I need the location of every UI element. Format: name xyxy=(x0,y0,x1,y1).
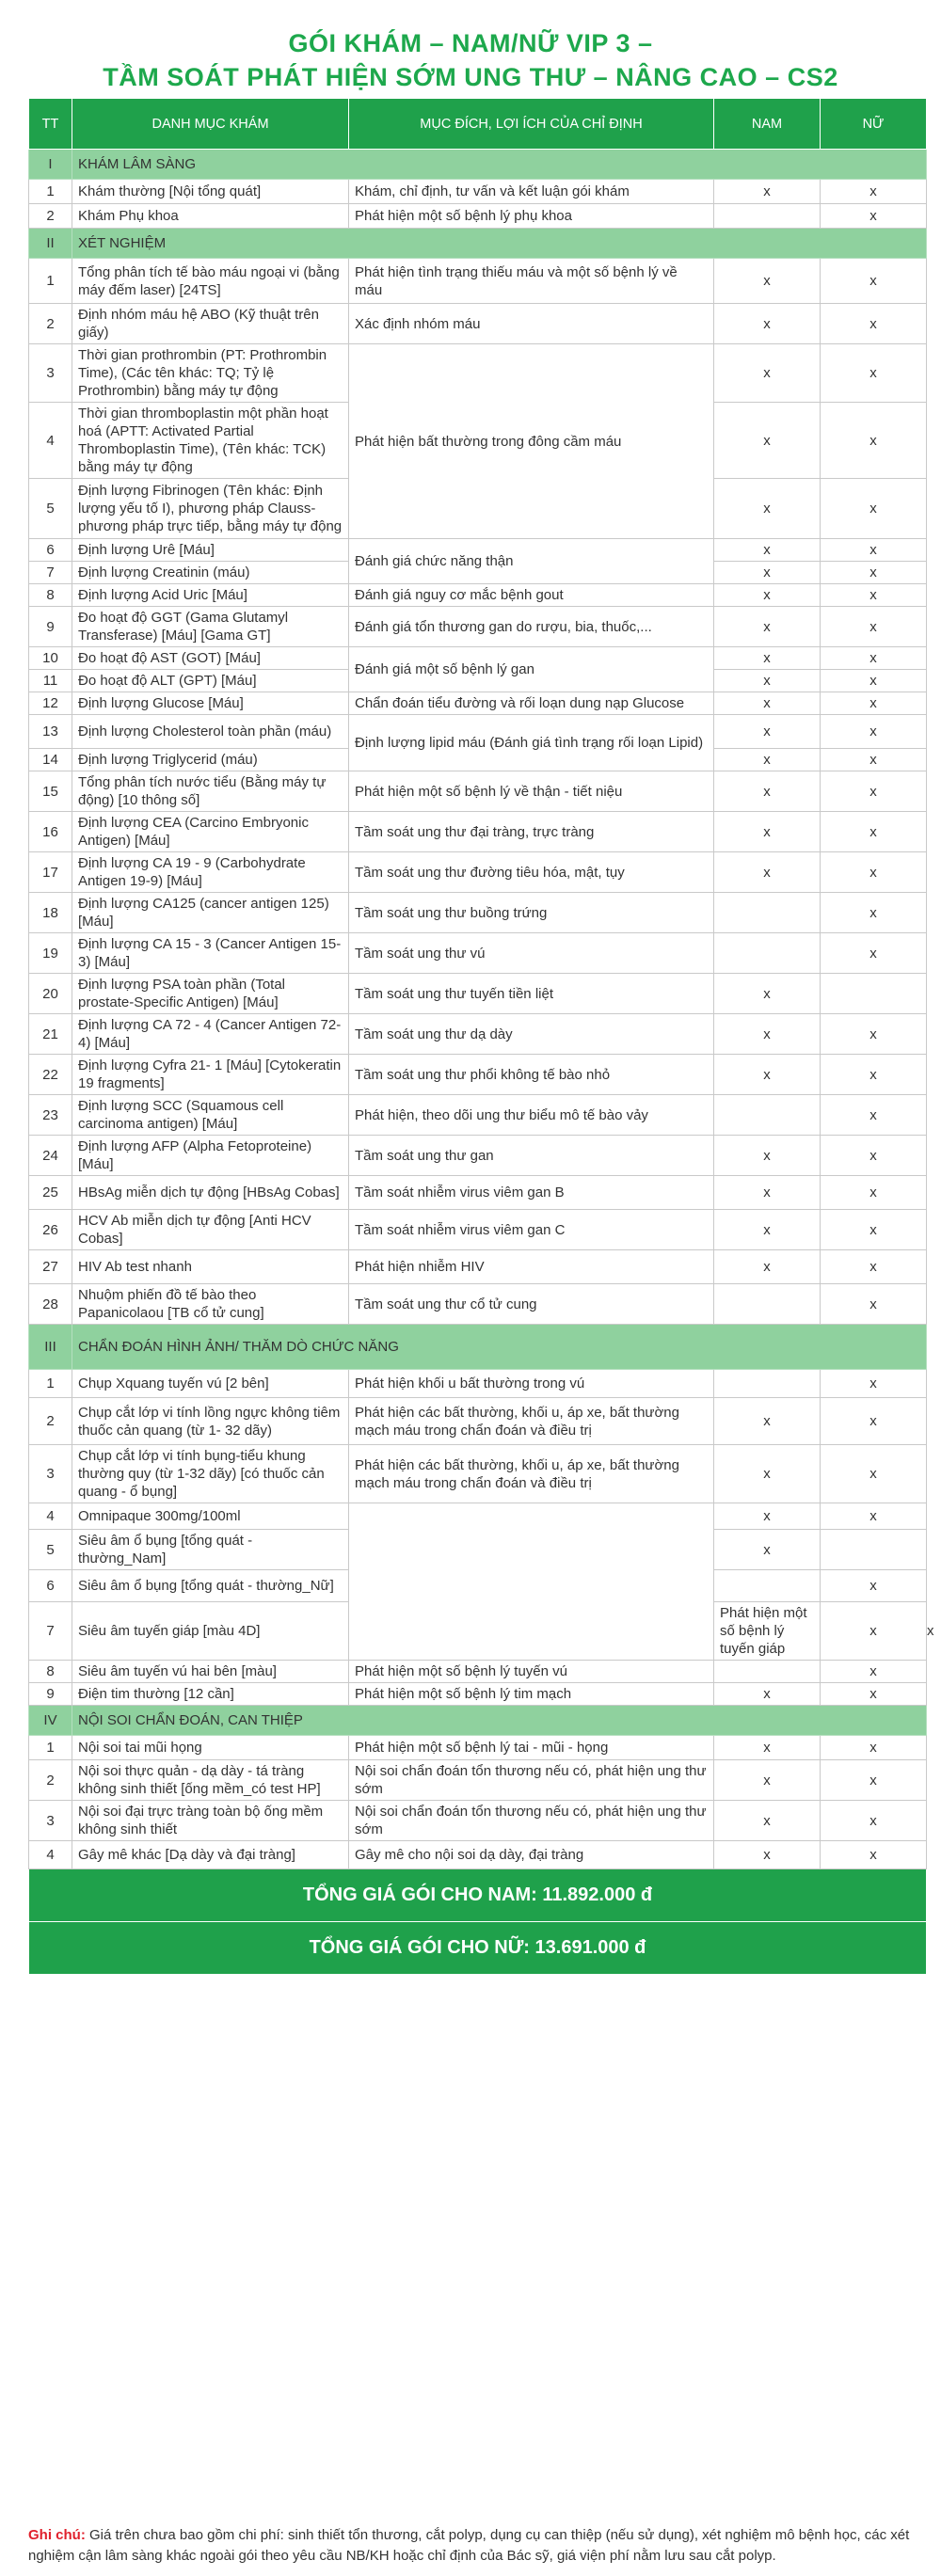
table-row xyxy=(29,1055,927,1095)
table-row xyxy=(29,1284,927,1325)
item-name: Đo hoạt độ AST (GOT) [Máu] xyxy=(72,647,349,670)
row-number: 3 xyxy=(29,1445,72,1503)
male-mark: x xyxy=(714,1801,821,1841)
item-name: Nội soi đại trực tràng toàn bộ ống mềm không sinh thiết xyxy=(72,1801,349,1841)
male-mark: x xyxy=(714,1210,821,1250)
section-title: CHẨN ĐOÁN HÌNH ẢNH/ THĂM DÒ CHỨC NĂNG xyxy=(72,1325,927,1370)
item-name: Gây mê khác [Dạ dày và đại tràng] xyxy=(72,1841,349,1869)
female-mark: x xyxy=(821,852,927,893)
item-name: Tổng phân tích nước tiểu (Bằng máy tự động) [10 thông số] xyxy=(72,771,349,812)
female-mark xyxy=(821,1530,927,1570)
item-name: Định lượng AFP (Alpha Fetoproteine) [Máu] xyxy=(72,1136,349,1176)
male-mark: x xyxy=(714,647,821,670)
male-mark: x xyxy=(714,539,821,562)
item-name: Siêu âm ổ bụng [tổng quát - thường_Nữ] xyxy=(72,1570,349,1602)
item-purpose: Phát hiện một số bệnh lý tuyến giáp xyxy=(714,1602,821,1661)
female-mark: x xyxy=(821,539,927,562)
male-mark: x xyxy=(714,771,821,812)
male-mark: x xyxy=(714,1055,821,1095)
item-name: Chụp Xquang tuyến vú [2 bên] xyxy=(72,1370,349,1398)
male-mark xyxy=(714,1095,821,1136)
item-purpose: Phát hiện khối u bất thường trong vú xyxy=(349,1370,714,1398)
male-mark: x xyxy=(714,259,821,304)
item-purpose: Tầm soát nhiễm virus viêm gan B xyxy=(349,1176,714,1210)
table-header-row xyxy=(29,99,927,150)
male-mark: x xyxy=(714,852,821,893)
female-mark: x xyxy=(821,1801,927,1841)
table-row xyxy=(29,715,927,749)
table-row xyxy=(29,692,927,715)
female-mark: x xyxy=(821,771,927,812)
section-row xyxy=(29,1325,927,1370)
male-mark: x xyxy=(714,1445,821,1503)
table-body xyxy=(29,150,934,1869)
item-purpose xyxy=(349,1503,714,1661)
male-mark: x xyxy=(714,304,821,344)
row-number: 5 xyxy=(29,479,72,539)
item-name: Khám thường [Nội tổng quát] xyxy=(72,180,349,204)
table-row xyxy=(29,771,927,812)
item-purpose: Đánh giá một số bệnh lý gan xyxy=(349,647,714,692)
row-number: 2 xyxy=(29,1760,72,1801)
female-mark: x xyxy=(821,715,927,749)
row-number: 7 xyxy=(29,1602,72,1661)
female-mark: x xyxy=(821,692,927,715)
row-number: 8 xyxy=(29,584,72,607)
table-row xyxy=(29,852,927,893)
total-male-price: TỔNG GIÁ GÓI CHO NAM: 11.892.000 đ xyxy=(29,1869,927,1922)
male-mark: x xyxy=(714,812,821,852)
female-mark: x xyxy=(821,1370,927,1398)
male-mark: x xyxy=(714,1841,821,1869)
item-purpose: Phát hiện một số bệnh lý phụ khoa xyxy=(349,204,714,229)
male-mark: x xyxy=(714,715,821,749)
row-number: 9 xyxy=(29,1683,72,1706)
male-mark: x xyxy=(714,479,821,539)
item-purpose: Phát hiện bất thường trong đông cầm máu xyxy=(349,344,714,539)
male-mark xyxy=(714,1570,821,1602)
item-purpose: Phát hiện các bất thường, khối u, áp xe, bất thường mạch máu trong chẩn đoán và điều trị xyxy=(349,1445,714,1503)
item-purpose: Chẩn đoán tiểu đường và rối loạn dung nạp Glucose xyxy=(349,692,714,715)
row-number: 4 xyxy=(29,403,72,479)
item-purpose: Khám, chỉ định, tư vấn và kết luận gói khám xyxy=(349,180,714,204)
table-row xyxy=(29,584,927,607)
female-mark: x xyxy=(821,1095,927,1136)
male-mark: x xyxy=(714,584,821,607)
row-number: 27 xyxy=(29,1250,72,1284)
item-name: Điện tim thường [12 cần] xyxy=(72,1683,349,1706)
table-row xyxy=(29,1661,927,1683)
section-number: I xyxy=(29,150,72,180)
package-title xyxy=(0,26,941,94)
female-mark: x xyxy=(821,893,927,933)
female-mark: x xyxy=(821,1398,927,1445)
female-mark: x xyxy=(821,1284,927,1325)
item-name: HBsAg miễn dịch tự động [HBsAg Cobas] xyxy=(72,1176,349,1210)
female-mark: x xyxy=(821,344,927,403)
table-row xyxy=(29,893,927,933)
table-row xyxy=(29,812,927,852)
item-purpose: Tầm soát ung thư dạ dày xyxy=(349,1014,714,1055)
title-line-2: TẦM SOÁT PHÁT HIỆN SỚM UNG THƯ – NÂNG CAO – CS2 xyxy=(103,63,838,91)
item-name: Định lượng PSA toàn phần (Total prostate-Specific Antigen) [Máu] xyxy=(72,974,349,1014)
male-mark: x xyxy=(714,974,821,1014)
total-female-row xyxy=(29,1922,927,1975)
female-mark: x xyxy=(821,933,927,974)
row-number: 6 xyxy=(29,539,72,562)
male-mark: x xyxy=(714,749,821,771)
item-name: Định lượng CEA (Carcino Embryonic Antigen) [Máu] xyxy=(72,812,349,852)
female-mark: x xyxy=(821,1661,927,1683)
item-purpose: Nội soi chẩn đoán tổn thương nếu có, phát hiện ung thư sớm xyxy=(349,1760,714,1801)
item-purpose: Gây mê cho nội soi dạ dày, đại tràng xyxy=(349,1841,714,1869)
item-purpose: Tầm soát ung thư đại tràng, trực tràng xyxy=(349,812,714,852)
female-mark: x xyxy=(821,259,927,304)
item-purpose: Phát hiện một số bệnh lý về thận - tiết niệu xyxy=(349,771,714,812)
male-mark: x xyxy=(714,1176,821,1210)
table-row xyxy=(29,304,927,344)
table-row xyxy=(29,647,927,670)
male-mark: x xyxy=(714,1014,821,1055)
female-mark: x xyxy=(821,1503,927,1530)
item-name: HCV Ab miễn dịch tự động [Anti HCV Cobas] xyxy=(72,1210,349,1250)
title-line-1: GÓI KHÁM – NAM/NỮ VIP 3 – xyxy=(288,29,653,57)
item-name: Đo hoạt độ GGT (Gama Glutamyl Transferase) [Máu] [Gama GT] xyxy=(72,607,349,647)
row-number: 21 xyxy=(29,1014,72,1055)
male-mark: x xyxy=(714,1736,821,1760)
female-mark: x xyxy=(821,304,927,344)
total-male-row xyxy=(29,1869,927,1922)
female-mark: x xyxy=(821,607,927,647)
item-purpose: Tầm soát ung thư gan xyxy=(349,1136,714,1176)
row-number: 5 xyxy=(29,1530,72,1570)
row-number: 12 xyxy=(29,692,72,715)
item-purpose: Tầm soát ung thư phổi không tế bào nhỏ xyxy=(349,1055,714,1095)
row-number: 3 xyxy=(29,344,72,403)
row-number: 7 xyxy=(29,562,72,584)
female-mark: x xyxy=(821,670,927,692)
male-mark: x xyxy=(714,1760,821,1801)
row-number: 18 xyxy=(29,893,72,933)
section-number: II xyxy=(29,229,72,259)
item-name: Chụp cắt lớp vi tính bụng-tiểu khung thường quy (từ 1-32 dãy) [có thuốc cản quang - ổ bụng] xyxy=(72,1445,349,1503)
female-mark xyxy=(821,974,927,1014)
item-name: Định lượng Acid Uric [Máu] xyxy=(72,584,349,607)
item-name: Định lượng CA125 (cancer antigen 125) [Máu] xyxy=(72,893,349,933)
male-mark: x xyxy=(714,180,821,204)
item-name: Nội soi tai mũi họng xyxy=(72,1736,349,1760)
header-item-name: DANH MỤC KHÁM xyxy=(72,99,349,150)
table-row xyxy=(29,1136,927,1176)
footnote-text: Giá trên chưa bao gồm chi phí: sinh thiết tổn thương, cắt polyp, dụng cụ can thiệp (nếu sử dụng), xét nghiệm mô bệnh học, các xét nghiệm cận lâm sàng khác ngoài gói theo yêu cầu NB/KH hoặc chỉ định của Bác sỹ, giá viện phí nằm lưu sau cắt polyp. xyxy=(28,2527,910,2564)
male-mark: x xyxy=(714,1136,821,1176)
section-row xyxy=(29,229,927,259)
item-purpose: Tầm soát ung thư vú xyxy=(349,933,714,974)
female-mark: x xyxy=(821,1210,927,1250)
table-row xyxy=(29,539,927,562)
table-row xyxy=(29,1801,927,1841)
section-title: XÉT NGHIỆM xyxy=(72,229,927,259)
item-name: Siêu âm tuyến giáp [màu 4D] xyxy=(72,1602,349,1661)
row-number: 4 xyxy=(29,1503,72,1530)
female-mark: x xyxy=(821,180,927,204)
table-row xyxy=(29,1683,927,1706)
row-number: 11 xyxy=(29,670,72,692)
male-mark: x xyxy=(714,403,821,479)
female-mark: x xyxy=(821,1760,927,1801)
row-number: 20 xyxy=(29,974,72,1014)
row-number: 28 xyxy=(29,1284,72,1325)
male-mark xyxy=(714,204,821,229)
item-purpose: Đánh giá tổn thương gan do rượu, bia, thuốc,... xyxy=(349,607,714,647)
item-purpose: Phát hiện các bất thường, khối u, áp xe, bất thường mạch máu trong chẩn đoán và điều trị xyxy=(349,1398,714,1445)
female-mark: x xyxy=(821,1250,927,1284)
item-name: Định lượng Fibrinogen (Tên khác: Định lượng yếu tố I), phương pháp Clauss-phương pháp trực tiếp, bằng máy tự động xyxy=(72,479,349,539)
row-number: 19 xyxy=(29,933,72,974)
row-number: 1 xyxy=(29,259,72,304)
section-row xyxy=(29,1706,927,1736)
section-number: III xyxy=(29,1325,72,1370)
table-row xyxy=(29,1760,927,1801)
female-mark: x xyxy=(821,1841,927,1869)
table-row xyxy=(29,259,927,304)
table-row xyxy=(29,1250,927,1284)
item-name: Định lượng Triglycerid (máu) xyxy=(72,749,349,771)
row-number: 1 xyxy=(29,180,72,204)
item-name: HIV Ab test nhanh xyxy=(72,1250,349,1284)
row-number: 6 xyxy=(29,1570,72,1602)
male-mark: x xyxy=(714,692,821,715)
female-mark: x xyxy=(821,1683,927,1706)
row-number: 2 xyxy=(29,1398,72,1445)
row-number: 15 xyxy=(29,771,72,812)
item-name: Thời gian thromboplastin một phần hoạt hoá (APTT: Activated Partial Thromboplastin Time), (Tên khác: TCK) bằng máy tự động xyxy=(72,403,349,479)
item-name: Đo hoạt độ ALT (GPT) [Máu] xyxy=(72,670,349,692)
male-mark xyxy=(714,1370,821,1398)
row-number: 25 xyxy=(29,1176,72,1210)
item-name: Định lượng CA 19 - 9 (Carbohydrate Antigen 19-9) [Máu] xyxy=(72,852,349,893)
item-purpose: Xác định nhóm máu xyxy=(349,304,714,344)
female-mark: x xyxy=(821,1570,927,1602)
item-purpose: Đánh giá nguy cơ mắc bệnh gout xyxy=(349,584,714,607)
female-mark: x xyxy=(821,403,927,479)
male-mark xyxy=(714,893,821,933)
table-row xyxy=(29,180,927,204)
table-row xyxy=(29,1736,927,1760)
row-number: 1 xyxy=(29,1370,72,1398)
section-number: IV xyxy=(29,1706,72,1736)
male-mark: x xyxy=(714,562,821,584)
item-name: Thời gian prothrombin (PT: Prothrombin Time), (Các tên khác: TQ; Tỷ lệ Prothrombin) bằng máy tự động xyxy=(72,344,349,403)
item-purpose: Đánh giá chức năng thận xyxy=(349,539,714,584)
item-name: Định lượng CA 15 - 3 (Cancer Antigen 15- 3) [Máu] xyxy=(72,933,349,974)
female-mark: x xyxy=(821,1445,927,1503)
female-mark: x xyxy=(821,479,927,539)
item-name: Định lượng Cholesterol toàn phần (máu) xyxy=(72,715,349,749)
table-row xyxy=(29,1095,927,1136)
row-number: 9 xyxy=(29,607,72,647)
item-purpose: Phát hiện một số bệnh lý tim mạch xyxy=(349,1683,714,1706)
item-purpose: Tầm soát ung thư buồng trứng xyxy=(349,893,714,933)
footnote-label: Ghi chú: xyxy=(28,2527,86,2543)
item-purpose: Phát hiện một số bệnh lý tuyến vú xyxy=(349,1661,714,1683)
female-mark: x xyxy=(821,812,927,852)
row-number: 3 xyxy=(29,1801,72,1841)
row-number: 16 xyxy=(29,812,72,852)
header-male: NAM xyxy=(714,99,821,150)
item-name: Tổng phân tích tế bào máu ngoại vi (bằng máy đếm laser) [24TS] xyxy=(72,259,349,304)
female-mark: x xyxy=(821,1136,927,1176)
female-mark: x xyxy=(821,204,927,229)
table-row xyxy=(29,1841,927,1869)
female-mark: x xyxy=(821,1176,927,1210)
row-number: 2 xyxy=(29,304,72,344)
row-number: 26 xyxy=(29,1210,72,1250)
item-name: Omnipaque 300mg/100ml xyxy=(72,1503,349,1530)
item-name: Nhuộm phiến đồ tế bào theo Papanicolaou [TB cổ tử cung] xyxy=(72,1284,349,1325)
table-row xyxy=(29,1370,927,1398)
table-row xyxy=(29,607,927,647)
row-number: 24 xyxy=(29,1136,72,1176)
item-name: Định lượng Glucose [Máu] xyxy=(72,692,349,715)
header-purpose: MỤC ĐÍCH, LỢI ÍCH CỦA CHỈ ĐỊNH xyxy=(349,99,714,150)
item-purpose: Tầm soát ung thư tuyến tiền liệt xyxy=(349,974,714,1014)
table-row xyxy=(29,1503,927,1530)
row-number: 23 xyxy=(29,1095,72,1136)
item-purpose: Nội soi chẩn đoán tổn thương nếu có, phát hiện ung thư sớm xyxy=(349,1801,714,1841)
row-number: 1 xyxy=(29,1736,72,1760)
male-mark: x xyxy=(821,1602,927,1661)
table-row: 7 Siêu âm tuyến giáp [màu 4D] Phát hiện một số bệnh lý tuyến giáp x x xyxy=(29,1602,927,1661)
table-row xyxy=(29,933,927,974)
male-mark: x xyxy=(714,670,821,692)
row-number: 14 xyxy=(29,749,72,771)
item-purpose: Tầm soát ung thư đường tiêu hóa, mật, tụy xyxy=(349,852,714,893)
table-row xyxy=(29,974,927,1014)
male-mark xyxy=(714,1284,821,1325)
table-row xyxy=(29,1014,927,1055)
item-name: Định nhóm máu hệ ABO (Kỹ thuật trên giấy) xyxy=(72,304,349,344)
male-mark: x xyxy=(714,1250,821,1284)
male-mark: x xyxy=(714,1398,821,1445)
table-row xyxy=(29,1210,927,1250)
item-purpose: Phát hiện tình trạng thiếu máu và một số bệnh lý về máu xyxy=(349,259,714,304)
exam-package-table xyxy=(28,98,934,1975)
female-mark: x xyxy=(821,749,927,771)
male-mark: x xyxy=(714,1683,821,1706)
male-mark: x xyxy=(714,344,821,403)
row-number: 2 xyxy=(29,204,72,229)
item-name: Định lượng Cyfra 21- 1 [Máu] [Cytokeratin 19 fragments] xyxy=(72,1055,349,1095)
item-name: Khám Phụ khoa xyxy=(72,204,349,229)
female-mark: x xyxy=(821,584,927,607)
row-number: 8 xyxy=(29,1661,72,1683)
row-number: 4 xyxy=(29,1841,72,1869)
female-mark: x xyxy=(821,1055,927,1095)
item-purpose: Phát hiện một số bệnh lý tai - mũi - họng xyxy=(349,1736,714,1760)
header-tt: TT xyxy=(29,99,72,150)
item-name: Định lượng CA 72 - 4 (Cancer Antigen 72- 4) [Máu] xyxy=(72,1014,349,1055)
table-row xyxy=(29,1398,927,1445)
male-mark: x xyxy=(714,1503,821,1530)
section-title: KHÁM LÂM SÀNG xyxy=(72,150,927,180)
item-name: Định lượng SCC (Squamous cell carcinoma antigen) [Máu] xyxy=(72,1095,349,1136)
item-purpose: Định lượng lipid máu (Đánh giá tình trạng rối loạn Lipid) xyxy=(349,715,714,771)
female-mark: x xyxy=(821,562,927,584)
row-number: 17 xyxy=(29,852,72,893)
section-row xyxy=(29,150,927,180)
row-number: 13 xyxy=(29,715,72,749)
male-mark xyxy=(714,933,821,974)
item-name: Chụp cắt lớp vi tính lồng ngực không tiêm thuốc cản quang (từ 1- 32 dãy) xyxy=(72,1398,349,1445)
item-name: Siêu âm ổ bụng [tổng quát - thường_Nam] xyxy=(72,1530,349,1570)
table-row xyxy=(29,344,927,403)
header-female: NỮ xyxy=(821,99,927,150)
item-purpose: Tầm soát nhiễm virus viêm gan C xyxy=(349,1210,714,1250)
item-purpose: Tầm soát ung thư cổ tử cung xyxy=(349,1284,714,1325)
total-female-price: TỔNG GIÁ GÓI CHO NỮ: 13.691.000 đ xyxy=(29,1922,927,1975)
item-name: Định lượng Creatinin (máu) xyxy=(72,562,349,584)
table-row xyxy=(29,1445,927,1503)
female-mark: x xyxy=(821,1736,927,1760)
female-mark: x xyxy=(821,1014,927,1055)
item-purpose: Phát hiện nhiễm HIV xyxy=(349,1250,714,1284)
section-title: NỘI SOI CHẨN ĐOÁN, CAN THIỆP xyxy=(72,1706,927,1736)
table-row xyxy=(29,1176,927,1210)
female-mark: x xyxy=(821,647,927,670)
male-mark xyxy=(714,1661,821,1683)
item-purpose: Phát hiện, theo dõi ung thư biểu mô tế bào vảy xyxy=(349,1095,714,1136)
row-number: 22 xyxy=(29,1055,72,1095)
item-name: Siêu âm tuyến vú hai bên [màu] xyxy=(72,1661,349,1683)
footnote xyxy=(28,2525,926,2567)
table-row xyxy=(29,204,927,229)
male-mark: x xyxy=(714,607,821,647)
row-number: 10 xyxy=(29,647,72,670)
item-name: Nội soi thực quản - dạ dày - tá tràng không sinh thiết [ống mềm_có test HP] xyxy=(72,1760,349,1801)
item-name: Định lượng Urê [Máu] xyxy=(72,539,349,562)
male-mark: x xyxy=(714,1530,821,1570)
